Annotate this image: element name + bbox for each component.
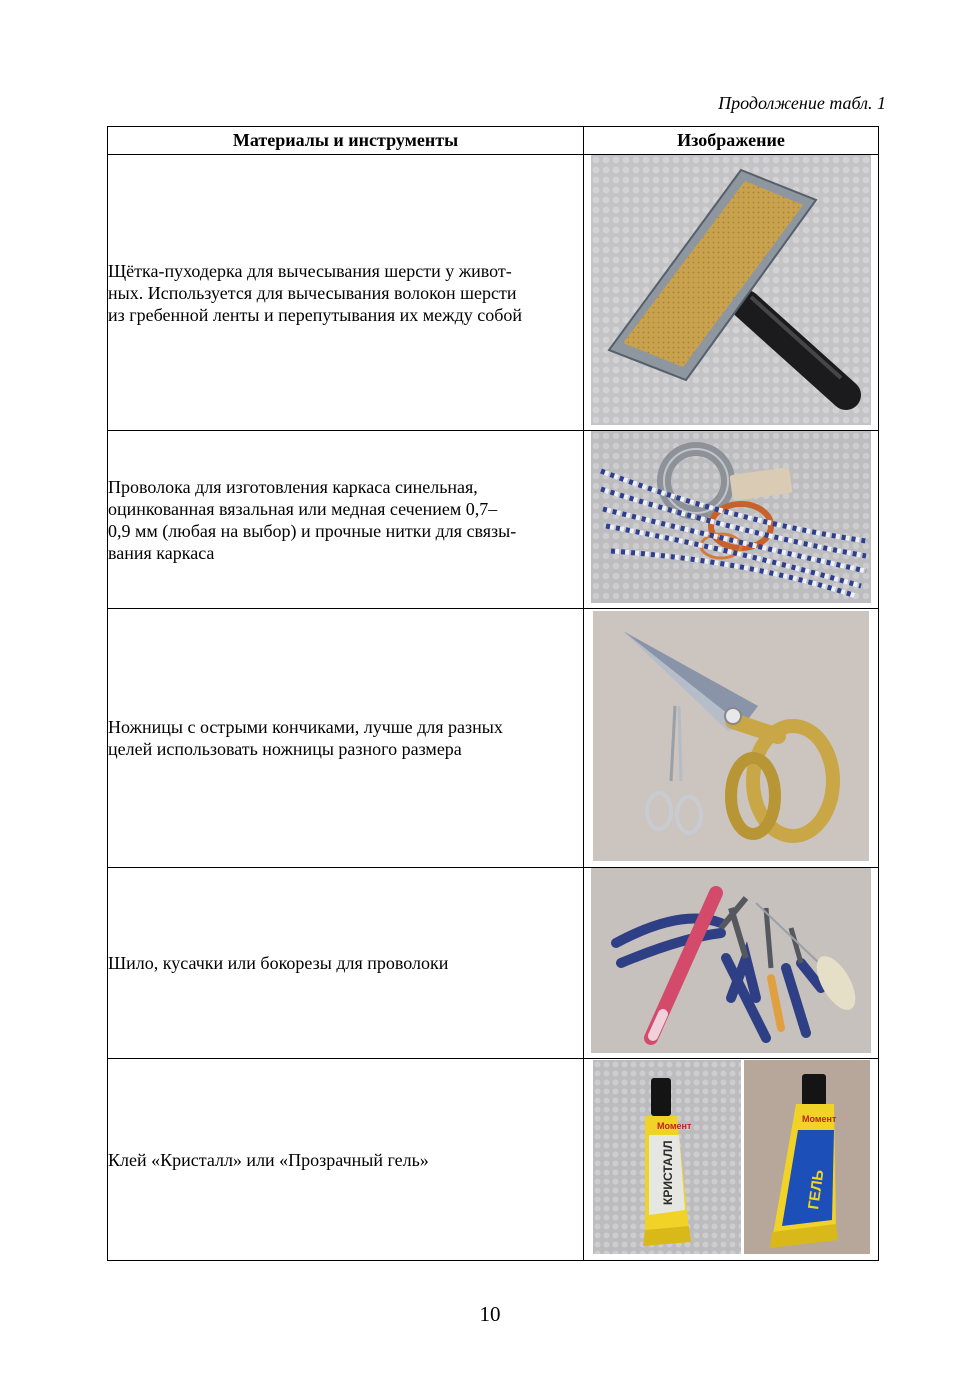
table-header-row [108,127,879,155]
tube-brand: Момент [656,1121,691,1131]
text-line: 0,9 мм (любая на выбор) и прочные нитки для связы- [108,520,517,541]
table-row [108,431,879,609]
text-line: Шило, кусачки или бокорезы для проволоки [108,953,449,973]
tube-label: ГЕЛЬ [804,1168,828,1211]
tube-label: КРИСТАЛЛ [660,1140,675,1205]
text-line: ных. Используется для вычесывания волокон шерсти [108,282,517,303]
tube-brand: Момент [801,1114,836,1124]
table-continuation-label: Продолжение табл. 1 [718,93,886,113]
text-line: вания каркаса [108,542,215,563]
photo-glue-crystal [593,1060,741,1254]
image-cell [584,155,879,431]
image-cell [584,1059,879,1261]
text-line: оцинкованная вязальная или медная сечением 0,7– [108,498,498,519]
column-header-materials: Материалы и инструменты [108,127,584,155]
page-number: 10 [479,1302,501,1326]
image-cell [584,868,879,1059]
material-description [108,155,584,431]
material-description [108,609,584,868]
material-description [108,431,584,609]
photo-slicker-brush [591,155,871,425]
photo-glue-gel [744,1060,870,1254]
text-line: Щётка-пуходерка для вычесывания шерсти у живот- [108,260,512,281]
material-description [108,1059,584,1261]
photo-scissors [593,611,869,861]
materials-table [107,126,879,1261]
text-line: Проволока для изготовления каркаса синельная, [108,476,478,497]
column-header-image: Изображение [584,127,879,155]
table-row [108,868,879,1059]
text-line: Клей «Кристалл» или «Прозрачный гель» [108,1149,429,1170]
text-line: Ножницы с острыми кончиками, лучше для разных [108,717,503,737]
table-row [108,1059,879,1261]
image-cell [584,609,879,868]
material-description [108,868,584,1059]
photo-wires [591,431,871,603]
table-row [108,609,879,868]
text-line: из гребенной ленты и перепутывания их между собой [108,304,523,325]
image-cell [584,431,879,609]
photo-awl-and-pliers [591,868,871,1053]
text-line: целей использовать ножницы разного размера [108,739,462,759]
table-row [108,155,879,431]
